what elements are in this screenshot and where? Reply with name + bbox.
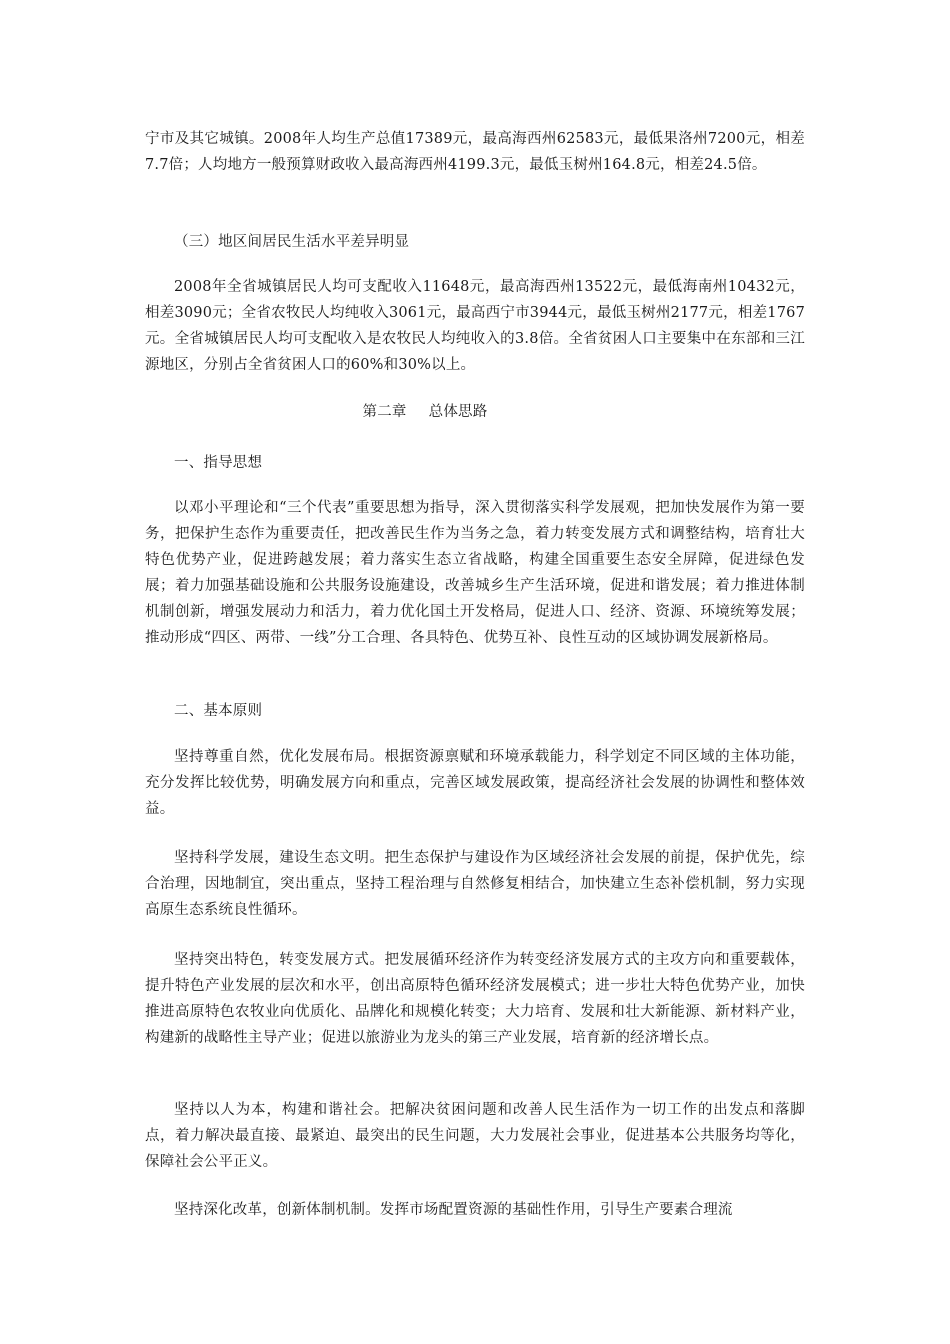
paragraph-principle-deepen-reform: 坚持深化改革，创新体制机制。发挥市场配置资源的基础性作用，引导生产要素合理流 [174,1202,733,1218]
chapter-title [145,399,705,425]
paragraph-principle-ecological-civilization: 坚持科学发展，建设生态文明。把生态保护与建设作为区域经济社会发展的前提，保护优先，综合治理，因地制宜，突出重点，坚持工程治理与自然修复相结合，加快建立生态补偿机制，努力实现高原生态系统良性循环。 [145,850,805,918]
section-heading-guiding-ideology: 一、指导思想 [174,455,263,471]
paragraph-principle-distinctive-features: 坚持突出特色，转变发展方式。把发展循环经济作为转变经济发展方式的主攻方向和重要载体，提升特色产业发展的层次和水平，创出高原特色循环经济发展模式；进一步壮大特色优势产业，加快推进高原特色农牧业向优质化、品牌化和规模化转变；大力培育、发展和壮大新能源、新材料产业，构建新的战略性主导产业；促进以旅游业为龙头的第三产业发展，培育新的经济增长点。 [145,952,805,1046]
chapter-number: 第二章 [362,404,407,420]
paragraph-regional-gdp: 宁市及其它城镇。2008年人均生产总值17389元，最高海西州62583元，最低果洛州7200元，相差7.7倍；人均地方一般预算财政收入最高海西州4199.3元，最低玉树州164.8元，相差24.5倍。 [145,131,805,173]
paragraph-principle-respect-nature: 坚持尊重自然，优化发展布局。根据资源禀赋和环境承载能力，科学划定不同区域的主体功能，充分发挥比较优势，明确发展方向和重点，完善区域发展政策，提高经济社会发展的协调性和整体效益。 [145,749,805,817]
paragraph-principle-people-oriented: 坚持以人为本，构建和谐社会。把解决贫困问题和改善人民生活作为一切工作的出发点和落脚点，着力解决最直接、最紧迫、最突出的民生问题，大力发展社会事业，促进基本公共服务均等化，保障社会公平正义。 [145,1102,805,1170]
paragraph-guiding-ideology: 以邓小平理论和“三个代表”重要思想为指导，深入贯彻落实科学发展观，把加快发展作为第一要务，把保护生态作为重要责任，把改善民生作为当务之急，着力转变发展方式和调整结构，培育壮大特色优势产业，促进跨越发展；着力落实生态立省战略，构建全国重要生态安全屏障，促进绿色发展；着力加强基础设施和公共服务设施建设，改善城乡生产生活环境，促进和谐发展；着力推进体制机制创新，增强发展动力和活力，着力优化国土开发格局，促进人口、经济、资源、环境统筹发展；推动形成“四区、两带、一线”分工合理、各具特色、优势互补、良性互动的区域协调发展新格局。 [145,500,805,646]
section-heading-basic-principles: 二、基本原则 [174,703,263,719]
paragraph-income-disparity: 2008年全省城镇居民人均可支配收入11648元，最高海西州13522元，最低海南州10432元，相差3090元；全省农牧民人均纯收入3061元，最高西宁市3944元，最低玉树州2177元，相差1767元。全省城镇居民人均可支配收入是农牧民人均纯收入的3.8倍。全省贫困人口主要集中在东部和三江源地区，分别占全省贫困人口的60%和30%以上。 [145,279,805,373]
chapter-name: 总体思路 [428,404,488,420]
section-heading-living-standards: （三）地区间居民生活水平差异明显 [174,234,410,250]
